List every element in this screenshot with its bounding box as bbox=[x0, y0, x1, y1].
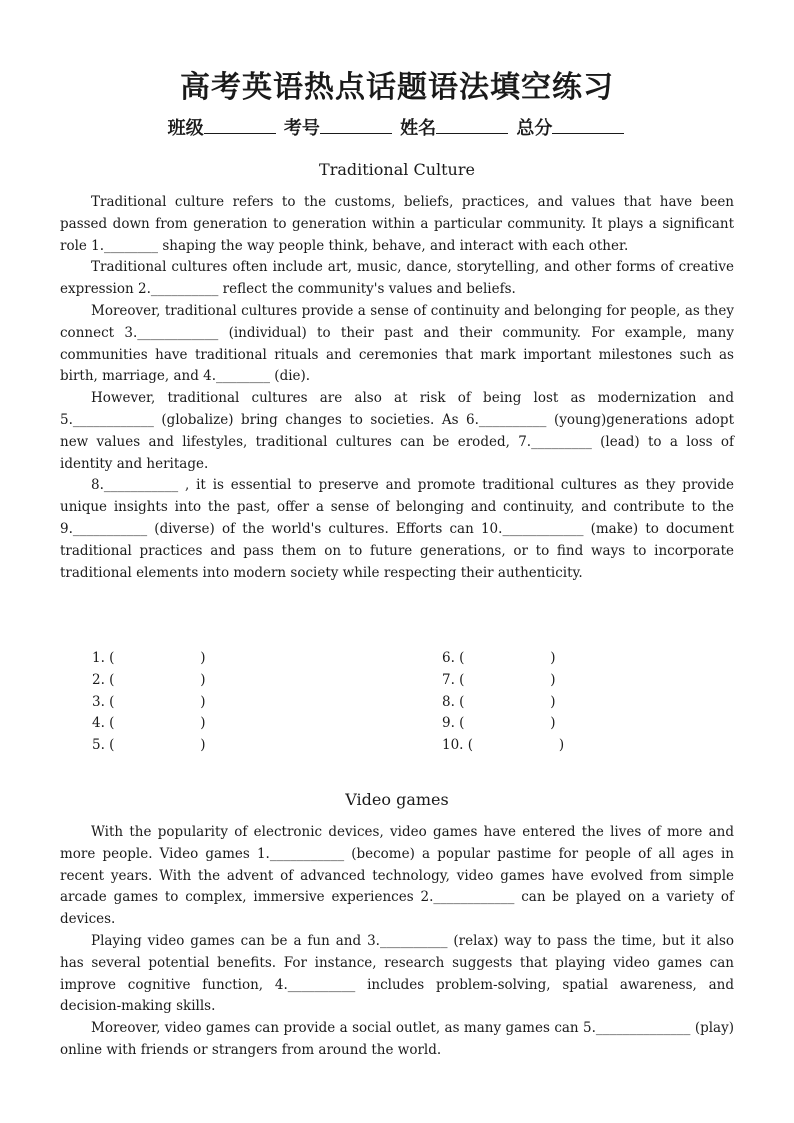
answer-column-left bbox=[92, 648, 206, 757]
passage-traditional-culture bbox=[60, 192, 734, 584]
paragraph: Moreover, video games can provide a social outlet, as many games can 5.______________ (play) online with friends or strangers from around the world. bbox=[60, 1020, 734, 1058]
paragraph: Playing video games can be a fun and 3.__________ (relax) way to pass the time, but it also has several potential benefits. For instance, research suggests that playing video games can improve cognitive function, 4.__________ includes problem-solving, spatial awareness, and decision-making skills. bbox=[60, 932, 734, 1015]
answer-row[interactable]: 3. ( ) bbox=[92, 693, 206, 710]
answer-row[interactable]: 2. ( ) bbox=[92, 671, 206, 688]
total-score-blank[interactable] bbox=[552, 115, 624, 134]
answer-row[interactable]: 9. ( ) bbox=[442, 715, 556, 732]
answer-row[interactable]: 4. ( ) bbox=[92, 715, 206, 732]
paragraph: With the popularity of electronic devices, video games have entered the lives of more and more people. Video games 1.___________ (become) a popular pastime for people of all ages in recent years. With the advent of advanced technology, video games have evolved from simple arcade games to complex, immersive experiences 2.____________ can be played on a variety of devices. bbox=[60, 824, 734, 928]
answer-row[interactable]: 10. ( ) bbox=[442, 737, 565, 754]
paragraph: 8.___________ , it is essential to preserve and promote traditional cultures as they provide unique insights into the past, offer a sense of belonging and continuity, and contribute to the 9.___________ (diverse) of the world's cultures. Efforts can 10.____________ (make) to document traditional practices and pass them on to future generations, or to find ways to incorporate traditional elements into modern society while respecting their authenticity. bbox=[60, 477, 734, 581]
passage-video-games bbox=[60, 822, 734, 1062]
name-label: 姓名 bbox=[400, 118, 437, 139]
paragraph: However, traditional cultures are also at risk of being lost as modernization and 5.____________ (globalize) bring changes to societies. As 6.__________ (young)generations adopt new values and lifestyles, traditional cultures can be eroded, 7._________ (lead) to a loss of identity and heritage. bbox=[60, 390, 734, 472]
paragraph: Traditional cultures often include art, music, dance, storytelling, and other forms of creative expression 2.__________ reflect the community's values and beliefs. bbox=[60, 259, 734, 298]
paragraph: Moreover, traditional cultures provide a sense of continuity and belonging for people, as they connect 3.____________ (individual) to their past and their community. For example, many communities have traditional rituals and ceremonies that mark important milestones such as birth, marriage, and 4.________ (die). bbox=[60, 302, 734, 385]
answer-column-right bbox=[442, 648, 564, 757]
name-blank[interactable] bbox=[436, 115, 508, 134]
answer-row[interactable]: 8. ( ) bbox=[442, 693, 556, 710]
total-score-label: 总分 bbox=[516, 118, 553, 139]
class-label: 班级 bbox=[167, 118, 204, 139]
answer-row[interactable]: 5. ( ) bbox=[92, 737, 206, 754]
paragraph: Traditional culture refers to the customs, beliefs, practices, and values that have been passed down from generation to generation within a particular community. It plays a significant role 1.________ shaping the way people think, behave, and interact with each other. bbox=[60, 194, 734, 254]
section-heading-traditional-culture: Traditional Culture bbox=[319, 160, 475, 179]
class-blank[interactable] bbox=[204, 115, 276, 134]
student-info-line bbox=[0, 114, 794, 140]
exam-number-label: 考号 bbox=[283, 118, 320, 139]
answer-row[interactable]: 7. ( ) bbox=[442, 671, 556, 688]
answer-row[interactable]: 1. ( ) bbox=[92, 650, 206, 666]
answer-row[interactable]: 6. ( ) bbox=[442, 650, 556, 666]
page-title: 高考英语热点话题语法填空练习 bbox=[180, 70, 614, 105]
section-heading-video-games: Video games bbox=[345, 790, 449, 809]
exam-number-blank[interactable] bbox=[320, 115, 392, 134]
